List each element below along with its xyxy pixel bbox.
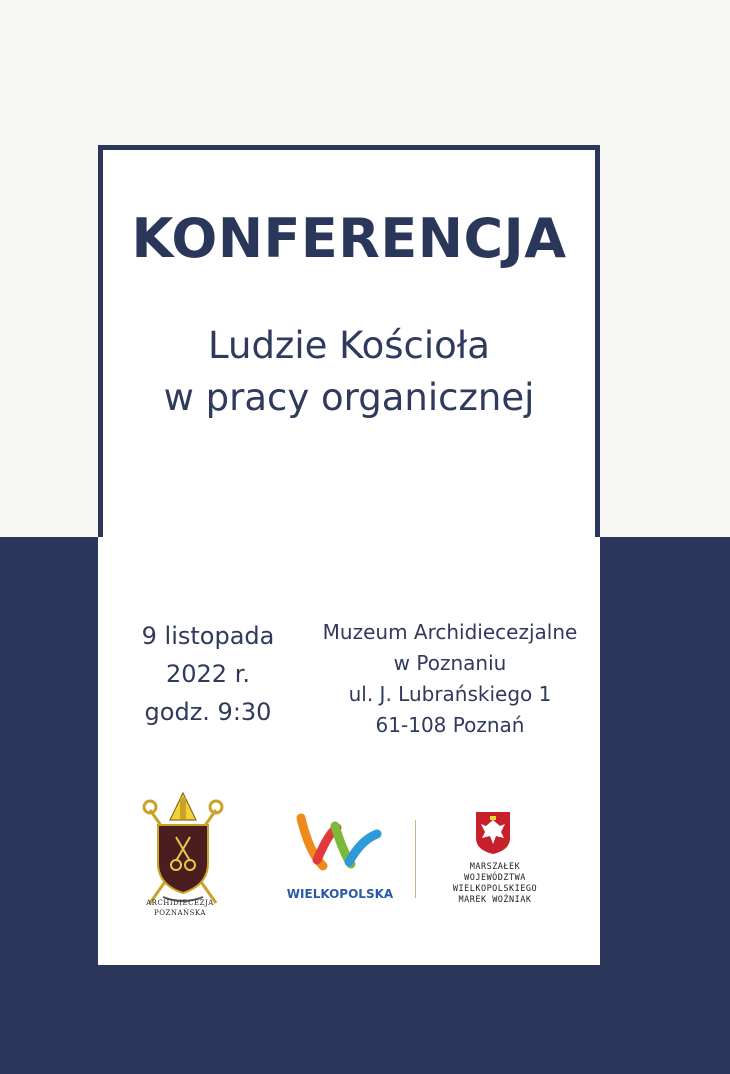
- date-year: 2022 r.: [166, 660, 250, 688]
- event-date: [118, 617, 298, 731]
- date-day: 9 listopada: [141, 622, 275, 650]
- marshal-label: [430, 862, 560, 906]
- subtitle-line-1: Ludzie Kościoła: [208, 324, 490, 367]
- marshal-label-line-4: MAREK WOŹNIAK: [458, 895, 532, 905]
- marshal-label-line-3: WIELKOPOLSKIEGO: [452, 884, 538, 894]
- venue-city: w Poznaniu: [393, 651, 507, 675]
- conference-subtitle: [98, 320, 600, 424]
- archdiocese-label-line-1: ARCHIDIECEZJA: [146, 899, 214, 907]
- archdiocese-label-line-2: POZNAŃSKA: [154, 909, 206, 917]
- wielkopolska-label: WIELKOPOLSKA: [286, 887, 394, 901]
- event-venue: [300, 617, 600, 741]
- wielkopolska-w-logo-icon: [295, 812, 385, 874]
- venue-street: ul. J. Lubrańskiego 1: [348, 682, 552, 706]
- eagle-crest-icon: [474, 810, 512, 856]
- archdiocese-label: [120, 898, 240, 918]
- marshal-label-line-1: MARSZAŁEK: [469, 862, 521, 872]
- venue-name: Muzeum Archidiecezjalne: [322, 620, 578, 644]
- subtitle-line-2: w pracy organicznej: [163, 376, 535, 419]
- conference-title: KONFERENCJA: [131, 207, 567, 270]
- venue-postcode: 61-108 Poznań: [375, 713, 525, 737]
- marshal-label-line-2: WOJEWÓDZTWA: [464, 873, 526, 883]
- date-time: godz. 9:30: [144, 698, 272, 726]
- logo-divider: [415, 820, 416, 898]
